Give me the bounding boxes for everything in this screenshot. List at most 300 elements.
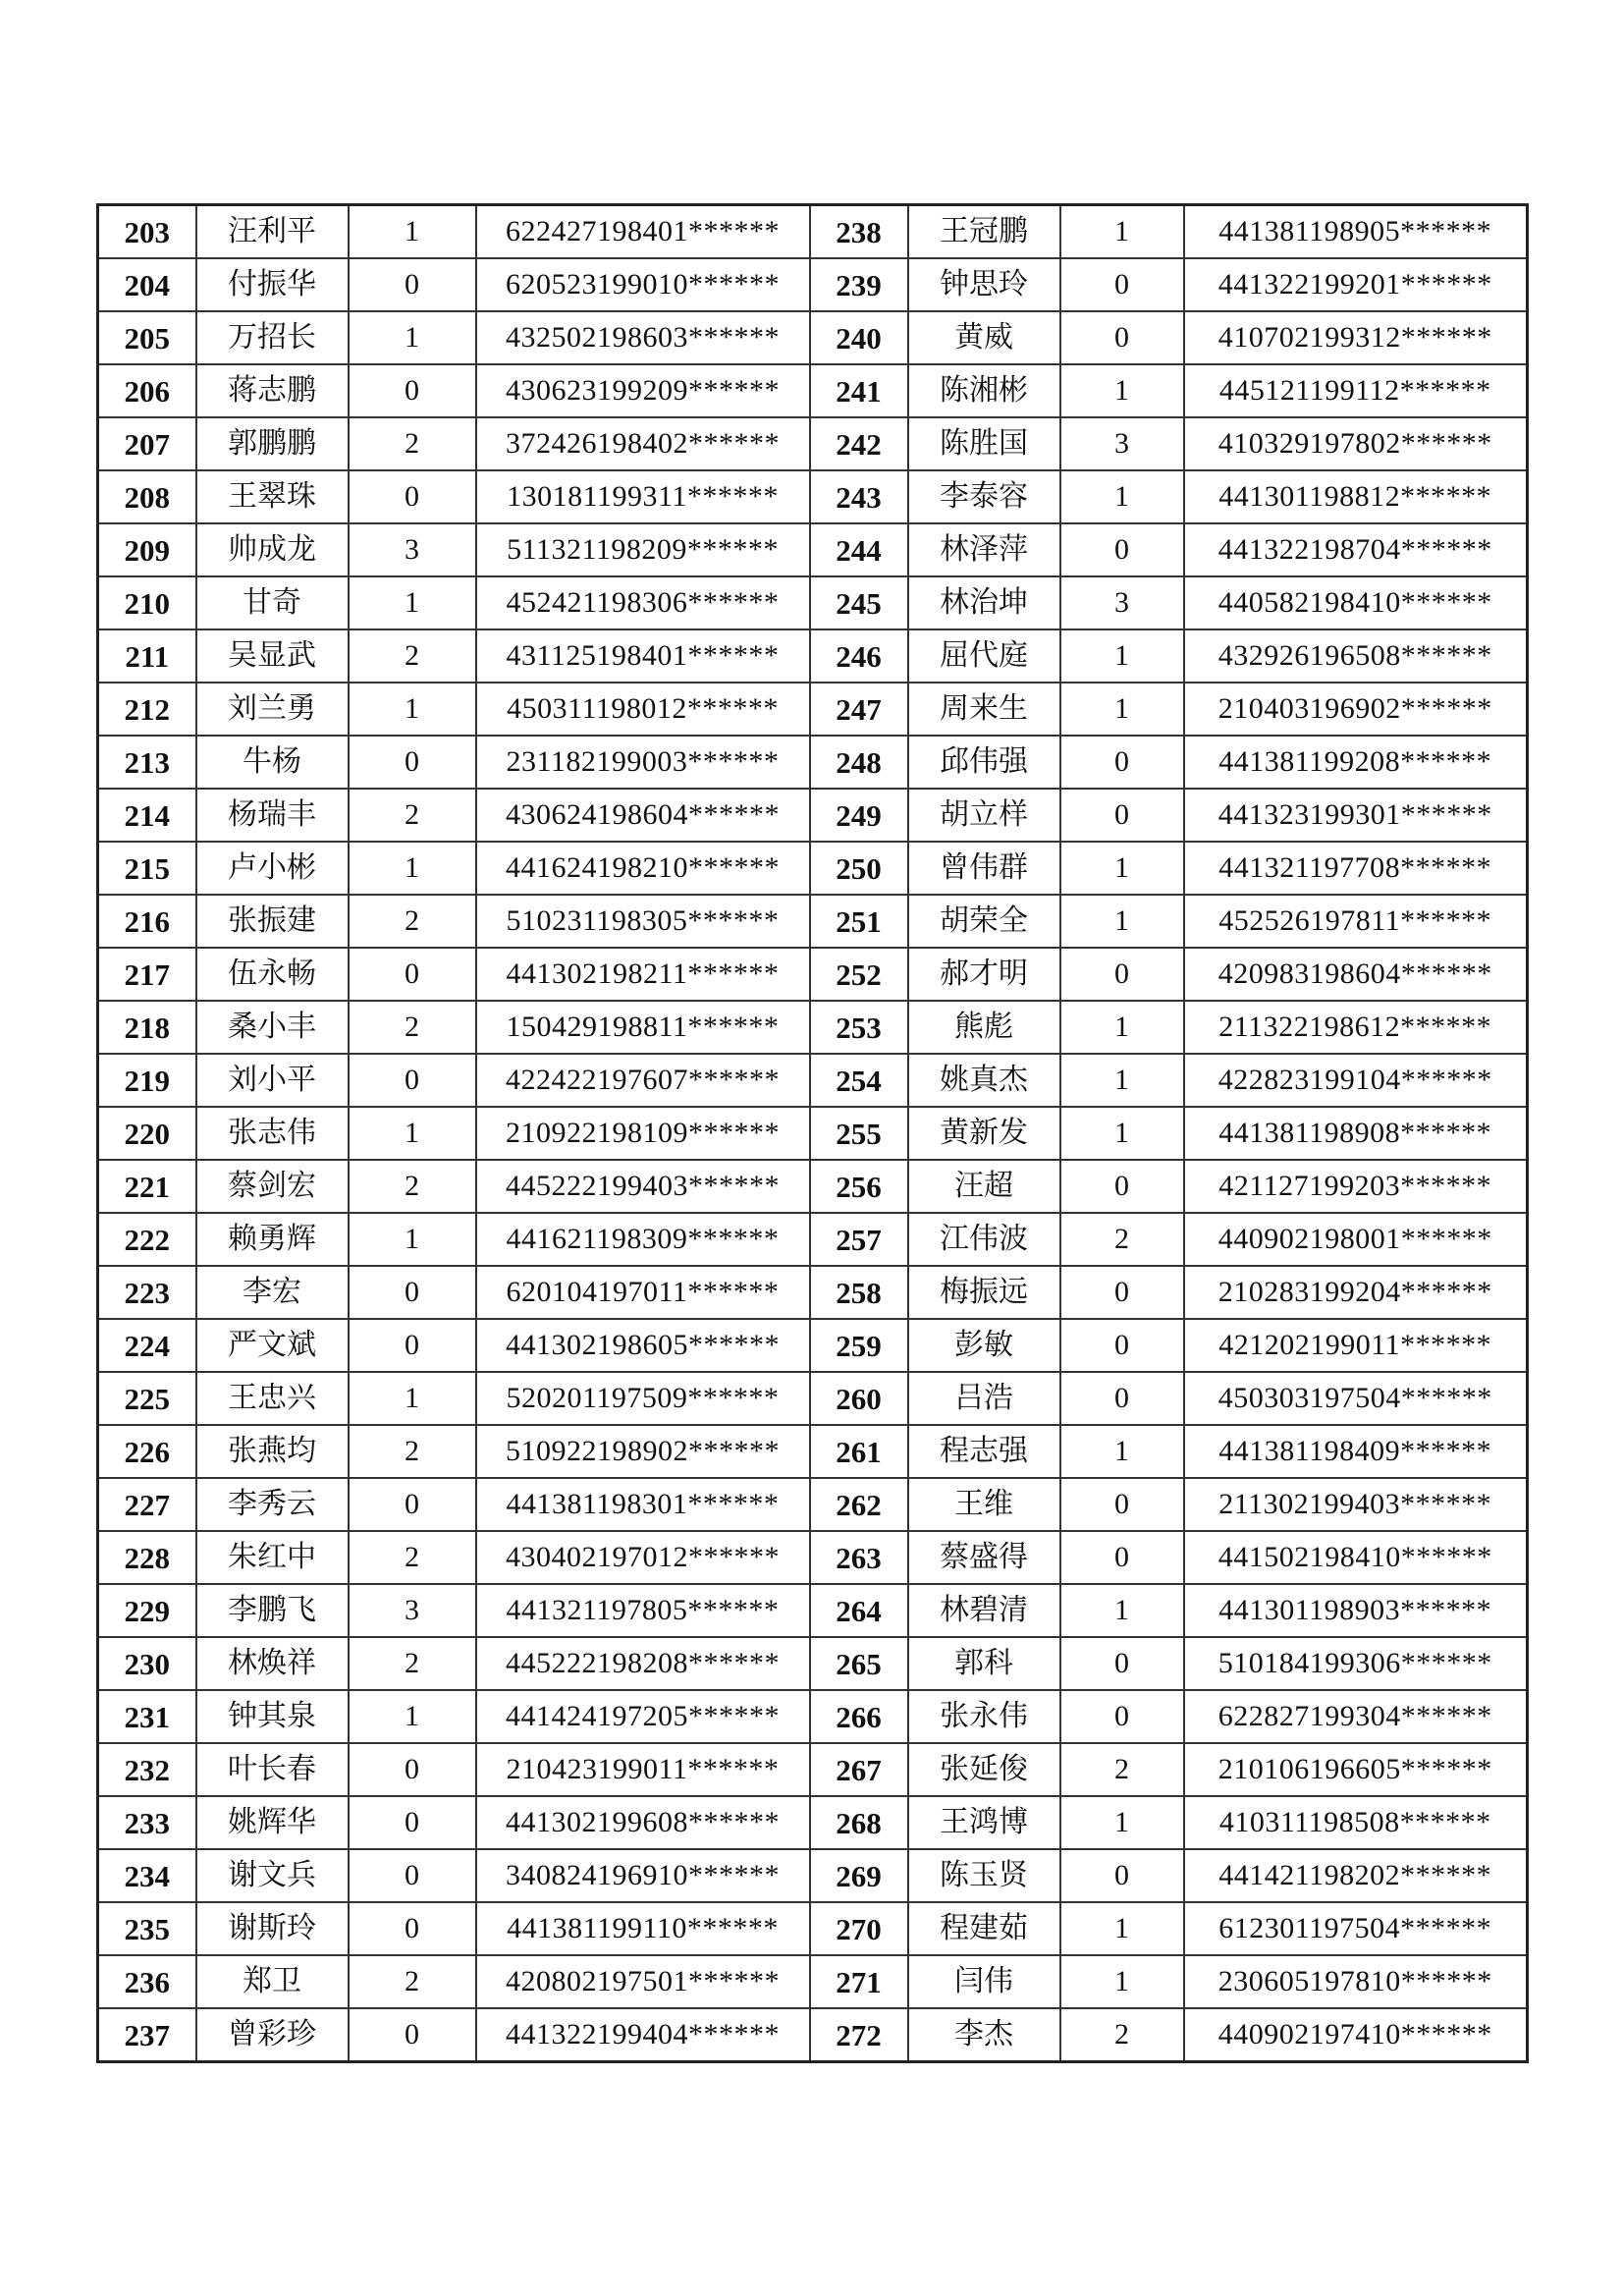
person-name: 邱伟强 (908, 736, 1060, 789)
person-name: 张振建 (196, 895, 349, 948)
id-number: 622827199304****** (1184, 1690, 1528, 1743)
table-row (98, 1902, 1528, 1955)
id-number: 510922198902****** (476, 1425, 810, 1478)
id-number: 441302199608****** (476, 1796, 810, 1849)
row-number: 270 (810, 1902, 908, 1955)
id-number: 452421198306****** (476, 576, 810, 629)
table-row (98, 842, 1528, 895)
count-value: 1 (1060, 470, 1184, 523)
count-value: 2 (349, 789, 476, 842)
row-number: 255 (810, 1107, 908, 1160)
row-number: 204 (98, 258, 196, 311)
row-number: 241 (810, 364, 908, 417)
table-row (98, 523, 1528, 576)
id-number: 430402197012****** (476, 1531, 810, 1584)
person-name: 程建茹 (908, 1902, 1060, 1955)
id-number: 421127199203****** (1184, 1160, 1528, 1213)
count-value: 1 (1060, 1425, 1184, 1478)
id-number: 441302198211****** (476, 948, 810, 1001)
count-value: 1 (1060, 895, 1184, 948)
row-number: 259 (810, 1319, 908, 1372)
person-name: 李宏 (196, 1266, 349, 1319)
count-value: 1 (349, 1372, 476, 1425)
count-value: 0 (349, 1849, 476, 1902)
row-number: 228 (98, 1531, 196, 1584)
row-number: 269 (810, 1849, 908, 1902)
row-number: 244 (810, 523, 908, 576)
row-number: 272 (810, 2008, 908, 2062)
count-value: 0 (349, 736, 476, 789)
person-name: 伍永畅 (196, 948, 349, 1001)
row-number: 236 (98, 1955, 196, 2008)
count-value: 2 (1060, 2008, 1184, 2062)
person-name: 吴显武 (196, 629, 349, 683)
count-value: 1 (349, 576, 476, 629)
table-row (98, 1478, 1528, 1531)
person-name: 付振华 (196, 258, 349, 311)
person-name: 汪利平 (196, 205, 349, 259)
id-number: 441322199201****** (1184, 258, 1528, 311)
row-number: 243 (810, 470, 908, 523)
count-value: 0 (1060, 1319, 1184, 1372)
id-number: 441381198301****** (476, 1478, 810, 1531)
id-number: 340824196910****** (476, 1849, 810, 1902)
id-number: 441322199404****** (476, 2008, 810, 2062)
person-name: 刘小平 (196, 1054, 349, 1107)
id-number: 445222199403****** (476, 1160, 810, 1213)
row-number: 226 (98, 1425, 196, 1478)
id-number: 130181199311****** (476, 470, 810, 523)
count-value: 1 (1060, 1902, 1184, 1955)
count-value: 2 (349, 1637, 476, 1690)
person-name: 闫伟 (908, 1955, 1060, 2008)
id-number: 441381199110****** (476, 1902, 810, 1955)
table-row (98, 1425, 1528, 1478)
table-row (98, 470, 1528, 523)
row-number: 266 (810, 1690, 908, 1743)
count-value: 0 (349, 1319, 476, 1372)
id-number: 520201197509****** (476, 1372, 810, 1425)
id-number: 432502198603****** (476, 311, 810, 364)
id-number: 510231198305****** (476, 895, 810, 948)
count-value: 3 (1060, 576, 1184, 629)
person-name: 陈胜国 (908, 417, 1060, 470)
count-value: 1 (1060, 205, 1184, 259)
row-number: 232 (98, 1743, 196, 1796)
table-row (98, 1637, 1528, 1690)
count-value: 0 (1060, 1531, 1184, 1584)
person-name: 汪超 (908, 1160, 1060, 1213)
count-value: 1 (1060, 1584, 1184, 1637)
count-value: 0 (1060, 1266, 1184, 1319)
person-name: 吕浩 (908, 1372, 1060, 1425)
row-number: 209 (98, 523, 196, 576)
row-number: 238 (810, 205, 908, 259)
id-number: 441381198409****** (1184, 1425, 1528, 1478)
row-number: 264 (810, 1584, 908, 1637)
row-number: 251 (810, 895, 908, 948)
id-number: 450303197504****** (1184, 1372, 1528, 1425)
table-row (98, 1054, 1528, 1107)
person-name: 朱红中 (196, 1531, 349, 1584)
id-number: 420802197501****** (476, 1955, 810, 2008)
count-value: 0 (349, 1796, 476, 1849)
count-value: 1 (349, 1213, 476, 1266)
person-name: 牛杨 (196, 736, 349, 789)
row-number: 263 (810, 1531, 908, 1584)
row-number: 253 (810, 1001, 908, 1054)
count-value: 0 (1060, 736, 1184, 789)
count-value: 2 (349, 1425, 476, 1478)
person-name: 万招长 (196, 311, 349, 364)
table-row (98, 1266, 1528, 1319)
person-name: 郭科 (908, 1637, 1060, 1690)
person-name: 梅振远 (908, 1266, 1060, 1319)
row-number: 213 (98, 736, 196, 789)
id-number: 440902198001****** (1184, 1213, 1528, 1266)
row-number: 211 (98, 629, 196, 683)
count-value: 1 (1060, 1955, 1184, 2008)
row-number: 237 (98, 2008, 196, 2062)
person-name: 林治坤 (908, 576, 1060, 629)
person-name: 姚真杰 (908, 1054, 1060, 1107)
count-value: 2 (1060, 1743, 1184, 1796)
person-name: 黄威 (908, 311, 1060, 364)
table-row (98, 1319, 1528, 1372)
count-value: 2 (349, 1001, 476, 1054)
count-value: 1 (349, 842, 476, 895)
id-number: 420983198604****** (1184, 948, 1528, 1001)
person-name: 陈玉贤 (908, 1849, 1060, 1902)
id-number: 441323199301****** (1184, 789, 1528, 842)
row-number: 219 (98, 1054, 196, 1107)
id-number: 441421198202****** (1184, 1849, 1528, 1902)
count-value: 1 (1060, 1054, 1184, 1107)
count-value: 0 (349, 470, 476, 523)
row-number: 218 (98, 1001, 196, 1054)
id-number: 432926196508****** (1184, 629, 1528, 683)
person-name: 谢斯玲 (196, 1902, 349, 1955)
row-number: 249 (810, 789, 908, 842)
person-name: 桑小丰 (196, 1001, 349, 1054)
count-value: 1 (1060, 629, 1184, 683)
row-number: 217 (98, 948, 196, 1001)
table-row (98, 1372, 1528, 1425)
table-row (98, 789, 1528, 842)
person-name: 李泰容 (908, 470, 1060, 523)
person-name: 周来生 (908, 683, 1060, 736)
count-value: 3 (1060, 417, 1184, 470)
row-number: 206 (98, 364, 196, 417)
id-number: 445222198208****** (476, 1637, 810, 1690)
id-number: 441424197205****** (476, 1690, 810, 1743)
row-number: 235 (98, 1902, 196, 1955)
table-row (98, 1160, 1528, 1213)
person-name: 王忠兴 (196, 1372, 349, 1425)
id-number: 410702199312****** (1184, 311, 1528, 364)
count-value: 0 (349, 1266, 476, 1319)
row-number: 205 (98, 311, 196, 364)
id-number: 620104197011****** (476, 1266, 810, 1319)
count-value: 2 (349, 1160, 476, 1213)
table-row (98, 1584, 1528, 1637)
table-row (98, 258, 1528, 311)
person-name: 帅成龙 (196, 523, 349, 576)
table-row (98, 895, 1528, 948)
table-row (98, 683, 1528, 736)
row-number: 254 (810, 1054, 908, 1107)
row-number: 260 (810, 1372, 908, 1425)
count-value: 0 (1060, 258, 1184, 311)
person-name: 姚辉华 (196, 1796, 349, 1849)
count-value: 0 (1060, 789, 1184, 842)
person-name: 胡立样 (908, 789, 1060, 842)
table-row (98, 205, 1528, 259)
person-name: 王冠鹏 (908, 205, 1060, 259)
id-number: 441502198410****** (1184, 1531, 1528, 1584)
id-number: 410311198508****** (1184, 1796, 1528, 1849)
id-number: 150429198811****** (476, 1001, 810, 1054)
id-number: 441621198309****** (476, 1213, 810, 1266)
count-value: 0 (1060, 1478, 1184, 1531)
person-name: 程志强 (908, 1425, 1060, 1478)
row-number: 239 (810, 258, 908, 311)
id-number: 210922198109****** (476, 1107, 810, 1160)
person-name: 胡荣全 (908, 895, 1060, 948)
count-value: 2 (349, 1531, 476, 1584)
id-number: 441322198704****** (1184, 523, 1528, 576)
id-number: 441381198908****** (1184, 1107, 1528, 1160)
id-number: 440582198410****** (1184, 576, 1528, 629)
row-number: 261 (810, 1425, 908, 1478)
table-row (98, 1849, 1528, 1902)
count-value: 0 (349, 948, 476, 1001)
id-number: 620523199010****** (476, 258, 810, 311)
count-value: 1 (349, 1107, 476, 1160)
table-row (98, 948, 1528, 1001)
person-name: 严文斌 (196, 1319, 349, 1372)
id-number: 441321197708****** (1184, 842, 1528, 895)
row-number: 207 (98, 417, 196, 470)
person-name: 曾彩珍 (196, 2008, 349, 2062)
count-value: 0 (1060, 311, 1184, 364)
id-number: 441301198903****** (1184, 1584, 1528, 1637)
person-name: 甘奇 (196, 576, 349, 629)
id-number: 421202199011****** (1184, 1319, 1528, 1372)
person-name: 张延俊 (908, 1743, 1060, 1796)
count-value: 0 (1060, 1160, 1184, 1213)
count-value: 0 (1060, 1372, 1184, 1425)
table-row (98, 417, 1528, 470)
id-number: 445121199112****** (1184, 364, 1528, 417)
row-number: 240 (810, 311, 908, 364)
table-row (98, 736, 1528, 789)
person-name: 刘兰勇 (196, 683, 349, 736)
id-number: 452526197811****** (1184, 895, 1528, 948)
id-number: 450311198012****** (476, 683, 810, 736)
row-number: 229 (98, 1584, 196, 1637)
row-number: 225 (98, 1372, 196, 1425)
row-number: 267 (810, 1743, 908, 1796)
row-number: 230 (98, 1637, 196, 1690)
count-value: 0 (1060, 1690, 1184, 1743)
row-number: 257 (810, 1213, 908, 1266)
id-number: 210106196605****** (1184, 1743, 1528, 1796)
table-row (98, 2008, 1528, 2062)
id-number: 441321197805****** (476, 1584, 810, 1637)
id-number: 422422197607****** (476, 1054, 810, 1107)
table-row (98, 1107, 1528, 1160)
id-number: 231182199003****** (476, 736, 810, 789)
person-name: 蔡剑宏 (196, 1160, 349, 1213)
person-name: 李鹏飞 (196, 1584, 349, 1637)
row-number: 216 (98, 895, 196, 948)
person-name: 郝才明 (908, 948, 1060, 1001)
row-number: 222 (98, 1213, 196, 1266)
row-number: 227 (98, 1478, 196, 1531)
count-value: 2 (349, 629, 476, 683)
person-name: 郭鹏鹏 (196, 417, 349, 470)
id-number: 211322198612****** (1184, 1001, 1528, 1054)
count-value: 3 (349, 523, 476, 576)
count-value: 2 (349, 895, 476, 948)
table-row (98, 311, 1528, 364)
person-name: 卢小彬 (196, 842, 349, 895)
row-number: 203 (98, 205, 196, 259)
id-number: 230605197810****** (1184, 1955, 1528, 2008)
count-value: 1 (1060, 364, 1184, 417)
row-number: 268 (810, 1796, 908, 1849)
row-number: 234 (98, 1849, 196, 1902)
count-value: 0 (349, 1054, 476, 1107)
person-name: 李秀云 (196, 1478, 349, 1531)
person-name: 钟思玲 (908, 258, 1060, 311)
row-number: 223 (98, 1266, 196, 1319)
count-value: 0 (349, 258, 476, 311)
row-number: 248 (810, 736, 908, 789)
row-number: 250 (810, 842, 908, 895)
count-value: 0 (1060, 1849, 1184, 1902)
row-number: 220 (98, 1107, 196, 1160)
person-name: 张永伟 (908, 1690, 1060, 1743)
id-number: 612301197504****** (1184, 1902, 1528, 1955)
row-number: 212 (98, 683, 196, 736)
row-number: 265 (810, 1637, 908, 1690)
id-number: 210423199011****** (476, 1743, 810, 1796)
row-number: 262 (810, 1478, 908, 1531)
id-number: 441302198605****** (476, 1319, 810, 1372)
row-number: 245 (810, 576, 908, 629)
id-number: 510184199306****** (1184, 1637, 1528, 1690)
person-name: 王鸿博 (908, 1796, 1060, 1849)
person-name: 张志伟 (196, 1107, 349, 1160)
count-value: 1 (349, 311, 476, 364)
row-number: 246 (810, 629, 908, 683)
count-value: 0 (349, 2008, 476, 2062)
person-name: 黄新发 (908, 1107, 1060, 1160)
count-value: 1 (1060, 1796, 1184, 1849)
id-number: 211302199403****** (1184, 1478, 1528, 1531)
count-value: 0 (349, 1743, 476, 1796)
person-name: 彭敏 (908, 1319, 1060, 1372)
id-number: 430623199209****** (476, 364, 810, 417)
count-value: 1 (1060, 1107, 1184, 1160)
person-name: 杨瑞丰 (196, 789, 349, 842)
row-number: 271 (810, 1955, 908, 2008)
person-name: 郑卫 (196, 1955, 349, 2008)
roster-table (96, 203, 1529, 2063)
id-number: 431125198401****** (476, 629, 810, 683)
row-number: 252 (810, 948, 908, 1001)
person-name: 李杰 (908, 2008, 1060, 2062)
table-row (98, 629, 1528, 683)
person-name: 屈代庭 (908, 629, 1060, 683)
table-row (98, 576, 1528, 629)
person-name: 江伟波 (908, 1213, 1060, 1266)
id-number: 372426198402****** (476, 417, 810, 470)
person-name: 陈湘彬 (908, 364, 1060, 417)
roster-body (98, 205, 1528, 2062)
count-value: 0 (349, 1478, 476, 1531)
count-value: 1 (1060, 683, 1184, 736)
count-value: 2 (349, 1955, 476, 2008)
id-number: 430624198604****** (476, 789, 810, 842)
table-row (98, 1001, 1528, 1054)
count-value: 1 (349, 683, 476, 736)
row-number: 214 (98, 789, 196, 842)
id-number: 422823199104****** (1184, 1054, 1528, 1107)
row-number: 233 (98, 1796, 196, 1849)
person-name: 钟其泉 (196, 1690, 349, 1743)
count-value: 0 (1060, 948, 1184, 1001)
row-number: 210 (98, 576, 196, 629)
count-value: 1 (349, 205, 476, 259)
count-value: 0 (349, 1902, 476, 1955)
id-number: 440902197410****** (1184, 2008, 1528, 2062)
row-number: 242 (810, 417, 908, 470)
row-number: 247 (810, 683, 908, 736)
table-row (98, 1690, 1528, 1743)
table-row (98, 1213, 1528, 1266)
row-number: 258 (810, 1266, 908, 1319)
count-value: 1 (1060, 1001, 1184, 1054)
row-number: 231 (98, 1690, 196, 1743)
person-name: 林焕祥 (196, 1637, 349, 1690)
table-row (98, 1743, 1528, 1796)
count-value: 0 (1060, 523, 1184, 576)
person-name: 蒋志鹏 (196, 364, 349, 417)
person-name: 叶长春 (196, 1743, 349, 1796)
person-name: 张燕均 (196, 1425, 349, 1478)
table-row (98, 1955, 1528, 2008)
person-name: 林泽萍 (908, 523, 1060, 576)
row-number: 224 (98, 1319, 196, 1372)
person-name: 王维 (908, 1478, 1060, 1531)
person-name: 王翠珠 (196, 470, 349, 523)
row-number: 215 (98, 842, 196, 895)
id-number: 441381198905****** (1184, 205, 1528, 259)
count-value: 1 (1060, 842, 1184, 895)
person-name: 蔡盛得 (908, 1531, 1060, 1584)
person-name: 谢文兵 (196, 1849, 349, 1902)
count-value: 2 (349, 417, 476, 470)
person-name: 赖勇辉 (196, 1213, 349, 1266)
table-row (98, 1796, 1528, 1849)
id-number: 511321198209****** (476, 523, 810, 576)
id-number: 210403196902****** (1184, 683, 1528, 736)
count-value: 1 (349, 1690, 476, 1743)
row-number: 256 (810, 1160, 908, 1213)
